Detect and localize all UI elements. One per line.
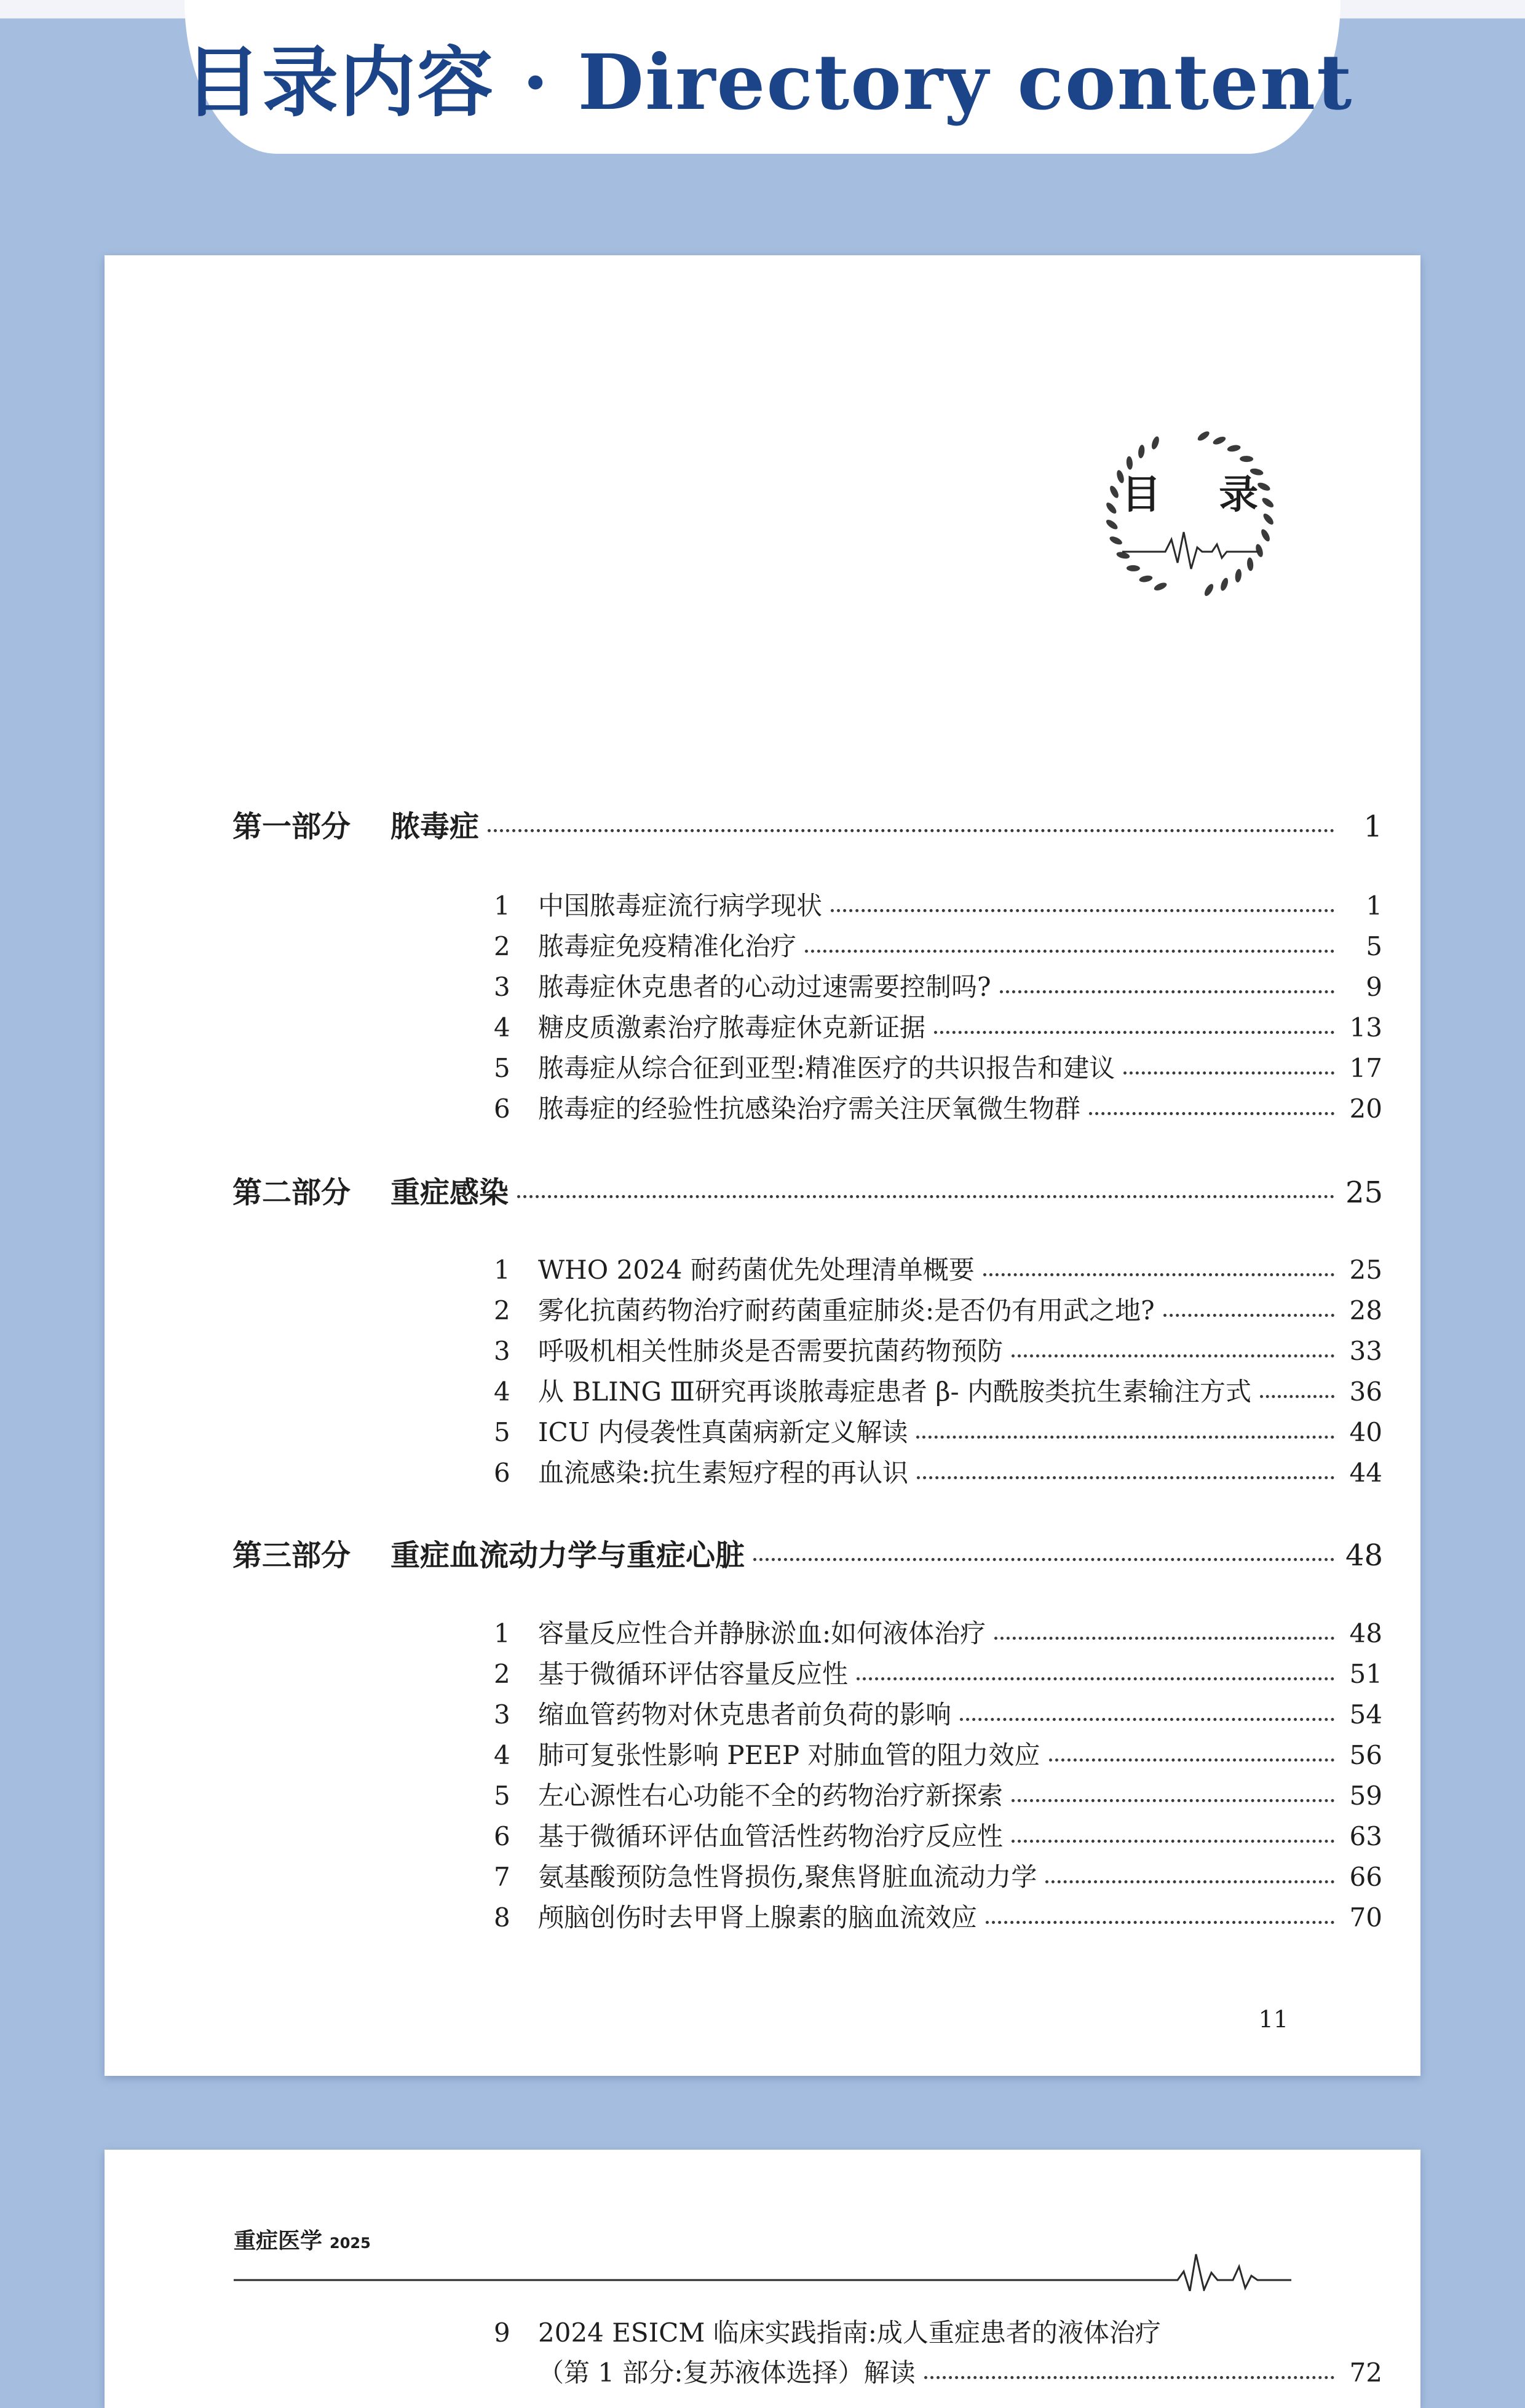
entry-number: 6 [494,1094,510,1124]
laurel-leaf-icon [1240,456,1253,462]
entry-number: 6 [494,1458,510,1488]
entry-title: ICU 内侵袭性真菌病新定义解读 [538,1417,908,1447]
entry-title-continued: （第 1 部分:复苏液体选择）解读 [538,2358,916,2388]
toc-page [105,255,1420,2076]
toc-page-continued [105,2150,1420,2408]
entry-number: 3 [494,1699,510,1730]
laurel-leaf-icon [1127,565,1140,571]
toc-entry[interactable] [232,1453,1382,1490]
entry-number: 4 [494,1377,510,1407]
entry-title: 左心源性右心功能不全的药物治疗新探索 [538,1781,1004,1811]
dot-leader [983,1273,1334,1276]
toc-entry[interactable] [232,1857,1382,1894]
laurel-leaf-icon [1151,435,1161,450]
dot-leader [986,1921,1334,1924]
part-label: 第一部分 [232,809,351,844]
page-number: 48 [1349,1618,1382,1648]
part-title: 重症血流动力学与重症心脏 [390,1538,745,1573]
entry-title: 基于微循环评估血管活性药物治疗反应性 [538,1821,1004,1851]
entry-number: 2 [494,1295,510,1325]
laurel-leaf-icon [1259,528,1271,542]
entry-title: 脓毒症休克患者的心动过速需要控制吗? [538,972,991,1002]
dot-leader [960,1718,1334,1721]
running-head-year: 2025 [330,2235,371,2252]
toc-entry[interactable] [232,967,1382,1004]
toc-entry[interactable] [232,1048,1382,1085]
page-number: 66 [1349,1862,1382,1892]
page-number: 1 [1366,891,1382,921]
entry-title: 脓毒症从综合征到亚型:精准医疗的共识报告和建议 [538,1053,1115,1083]
entry-title: 缩血管药物对休克患者前负荷的影响 [538,1699,952,1730]
entry-title: 糖皮质激素治疗脓毒症休克新证据 [538,1012,926,1043]
toc-emblem [1098,421,1282,606]
entry-title: 颅脑创伤时去甲肾上腺素的脑血流效应 [538,1902,978,1933]
laurel-leaf-icon [1219,577,1230,592]
part-label: 第三部分 [232,1538,351,1573]
part-title: 重症感染 [390,1175,509,1210]
page-number: 40 [1349,1417,1382,1447]
dot-leader [857,1677,1334,1680]
entry-title: 中国脓毒症流行病学现状 [538,891,823,921]
entry-number: 5 [494,1053,510,1083]
dot-leader [488,829,1334,832]
dot-leader [1000,990,1334,993]
entry-number: 3 [494,972,510,1002]
entry-title: 呼吸机相关性肺炎是否需要抗菌药物预防 [538,1336,1004,1366]
entry-title: 容量反应性合并静脉淤血:如何液体治疗 [538,1618,986,1648]
toc-entry-continuation[interactable] [232,2353,1382,2390]
laurel-leaf-icon [1212,435,1227,446]
page-number: 44 [1349,1458,1382,1488]
laurel-leaf-icon [1254,543,1264,558]
page-number: 13 [1349,1012,1382,1043]
toc-entry[interactable] [232,926,1382,963]
laurel-leaf-icon [1203,582,1215,597]
heartbeat-line-icon [1122,532,1259,569]
laurel-leaf-icon [1109,535,1123,546]
dot-leader [916,1436,1334,1439]
entry-title: 血流感染:抗生素短疗程的再认识 [538,1458,909,1488]
dot-leader [1089,1112,1334,1115]
entry-number: 2 [494,931,510,961]
entry-number: 7 [494,1862,510,1892]
dot-leader [1012,1354,1334,1357]
laurel-leaf-icon [1138,445,1146,459]
entry-number: 5 [494,1781,510,1811]
dot-leader [924,2376,1334,2379]
page-number: 48 [1345,1538,1384,1573]
dot-leader [994,1637,1334,1640]
dot-leader [1049,1758,1334,1762]
page-number: 51 [1349,1659,1382,1689]
page-number: 25 [1349,1255,1382,1285]
toc-entry[interactable] [232,1776,1382,1813]
laurel-leaf-icon [1227,444,1242,453]
dot-leader [1123,1071,1334,1075]
entry-title: 肺可复张性影响 PEEP 对肺血管的阻力效应 [538,1740,1040,1770]
toc-entry[interactable] [232,1816,1382,1853]
page-number: 9 [1366,972,1382,1002]
page-number: 33 [1349,1336,1382,1366]
entry-number: 2 [494,1659,510,1689]
page-number: 36 [1349,1377,1382,1407]
laurel-leaf-icon [1196,429,1211,442]
page-number: 70 [1349,1902,1382,1933]
page-number: 28 [1349,1295,1382,1325]
page-number: 59 [1349,1781,1382,1811]
entry-number: 1 [494,1618,510,1648]
page-number: 63 [1349,1821,1382,1851]
page-number: 25 [1345,1175,1384,1210]
dot-leader [917,1476,1334,1479]
entry-title: 2024 ESICM 临床实践指南:成人重症患者的液体治疗 [538,2318,1161,2348]
toc-entry[interactable] [232,1007,1382,1044]
heartbeat-rule-icon [234,2242,1291,2291]
toc-entry[interactable] [232,1695,1382,1731]
page-number: 54 [1349,1699,1382,1730]
entry-number: 4 [494,1740,510,1770]
page-number: 5 [1366,931,1382,961]
laurel-leaf-icon [1139,574,1154,583]
toc-entry[interactable] [232,1897,1382,1934]
toc-entry[interactable] [232,886,1382,923]
entry-title: 脓毒症的经验性抗感染治疗需关注厌氧微生物群 [538,1094,1081,1124]
dot-leader [517,1195,1334,1198]
entry-title: 氨基酸预防急性肾损伤,聚焦肾脏血流动力学 [538,1862,1037,1892]
toc-entry[interactable] [232,1331,1382,1368]
entry-number: 4 [494,1012,510,1043]
dot-leader [831,909,1334,912]
entry-number: 1 [494,1255,510,1285]
dot-leader [1012,1799,1334,1802]
toc-entry[interactable] [232,1089,1382,1126]
part-heading[interactable] [232,803,1382,846]
entry-number: 9 [494,2318,510,2348]
part-heading[interactable] [232,1532,1382,1575]
part-label: 第二部分 [232,1175,351,1210]
toc-entry[interactable] [232,1735,1382,1772]
toc-entry[interactable] [232,1290,1382,1327]
entry-title: 基于微循环评估容量反应性 [538,1659,849,1689]
part-heading[interactable] [232,1169,1382,1212]
dot-leader [1260,1395,1334,1398]
entry-title: WHO 2024 耐药菌优先处理清单概要 [538,1255,975,1285]
toc-entry[interactable] [232,1613,1382,1650]
toc-entry[interactable] [232,1372,1382,1409]
page-number: 56 [1349,1740,1382,1770]
page-number: 17 [1349,1053,1382,1083]
entry-number: 5 [494,1417,510,1447]
entry-title: 从 BLING Ⅲ研究再谈脓毒症患者 β- 内酰胺类抗生素输注方式 [538,1377,1252,1407]
dot-leader [934,1031,1334,1034]
laurel-leaf-icon [1104,518,1119,531]
running-head-title: 重症医学 [234,2228,323,2254]
dot-leader [805,950,1334,953]
entry-number: 6 [494,1821,510,1851]
dot-leader [1045,1880,1334,1883]
entry-number: 1 [494,891,510,921]
laurel-leaf-icon [1153,581,1168,592]
toc-entry[interactable] [232,1412,1382,1449]
banner-title: 目录内容 · Directory content [184,38,1353,127]
page-number: 1 [1363,809,1382,844]
laurel-leaf-icon [1246,557,1254,571]
page-number: 20 [1349,1094,1382,1124]
page-folio: 11 [1258,2006,1288,2033]
toc-entry[interactable] [232,1654,1382,1691]
laurel-leaf-icon [1234,568,1242,582]
toc-entry[interactable] [232,2313,1382,2350]
page-number: 72 [1349,2358,1382,2388]
toc-entry[interactable] [232,1250,1382,1287]
entry-number: 3 [494,1336,510,1366]
dot-leader [1163,1314,1334,1317]
dot-leader [1012,1840,1334,1843]
emblem-label: 目 录 [1121,472,1281,518]
entry-title: 雾化抗菌药物治疗耐药菌重症肺炎:是否仍有用武之地? [538,1295,1155,1325]
dot-leader [753,1558,1334,1561]
entry-title: 脓毒症免疫精准化治疗 [538,931,797,961]
part-title: 脓毒症 [390,809,480,844]
entry-number: 8 [494,1902,510,1933]
laurel-leaf-icon [1126,456,1133,470]
